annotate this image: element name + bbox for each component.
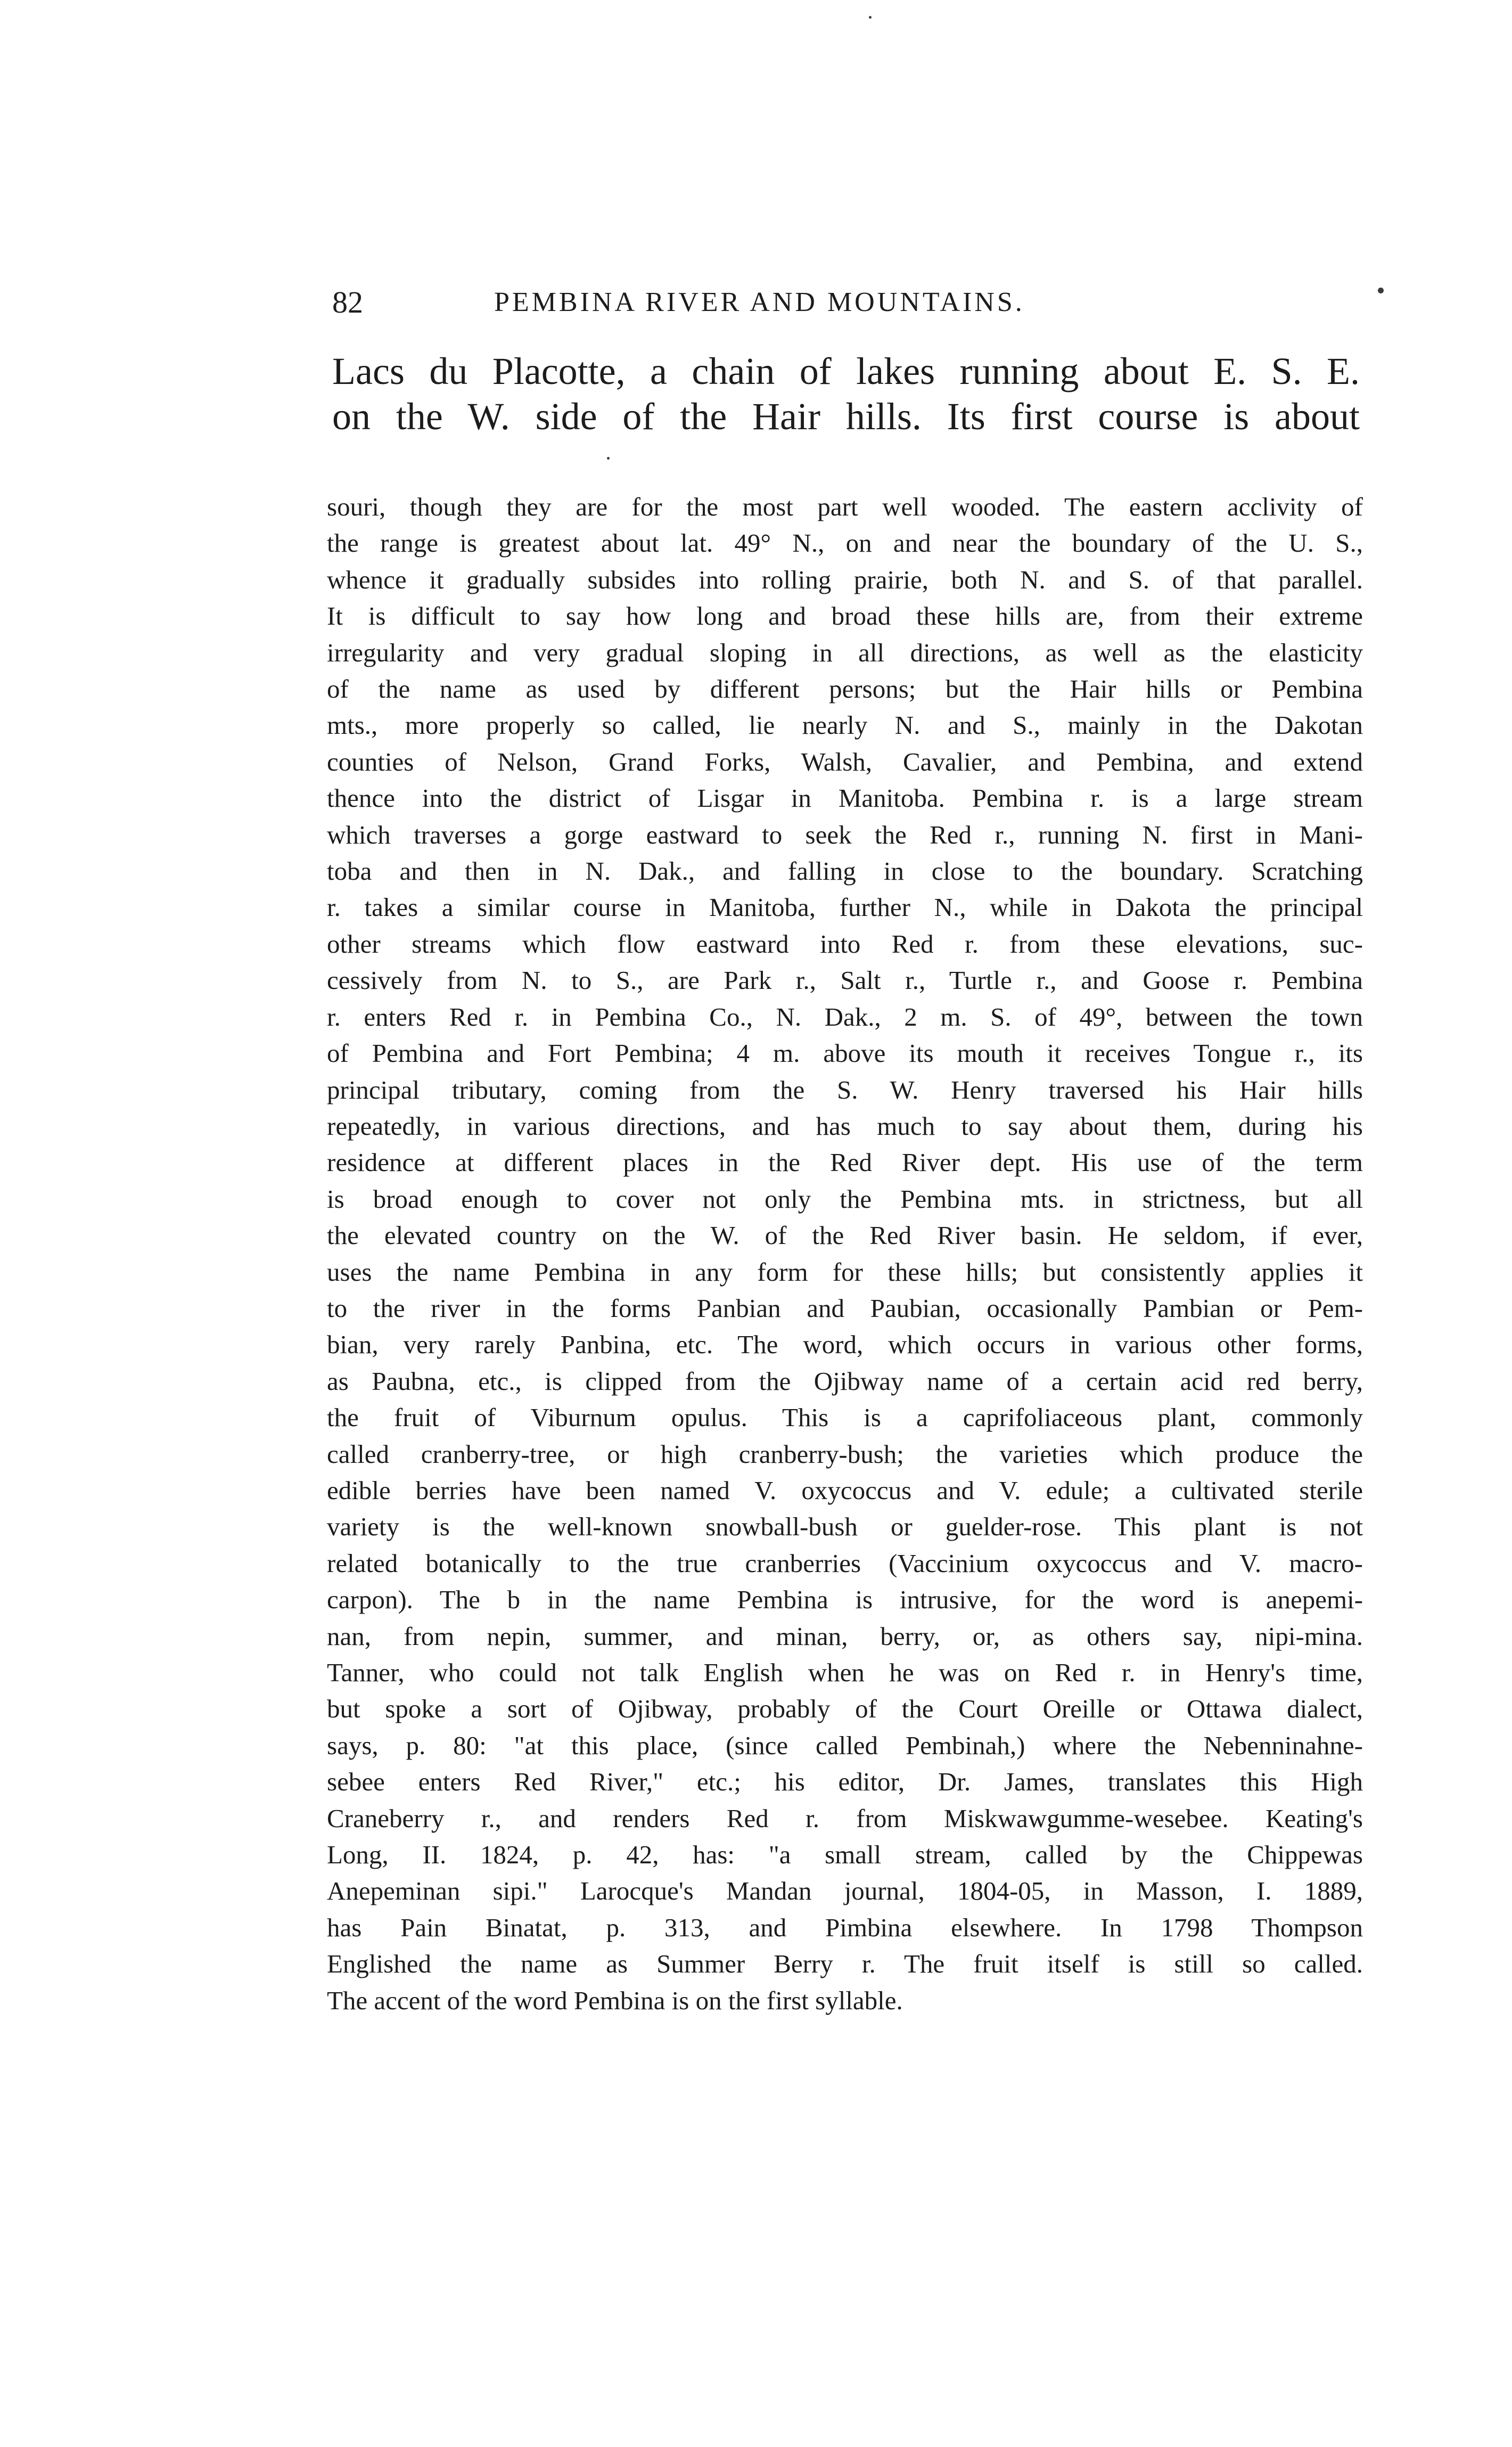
footnote-line: variety is the well-known snowball-bush or guelder-rose. This plant is not <box>327 1512 1363 1542</box>
running-head <box>332 281 1397 324</box>
footnote-line: r. takes a similar course in Manitoba, further N., while in Dakota the principal <box>327 893 1363 922</box>
footnote-line: Englished the name as Summer Berry r. The fruit itself is still so called. <box>327 1949 1363 1979</box>
footnote-line: irregularity and very gradual sloping in all directions, as well as the elasticity <box>327 637 1363 667</box>
footnote-line: The accent of the word Pembina is on the first syllable. <box>327 1985 903 2015</box>
print-speck <box>869 16 872 19</box>
running-head-title: PEMBINA RIVER AND MOUNTAINS. <box>494 287 1025 317</box>
footnote-line: of the name as used by different persons; but the Hair hills or Pembina <box>327 674 1363 704</box>
footnote-line: souri, though they are for the most part well wooded. The eastern acclivity of <box>327 492 1363 521</box>
footnote-line: other streams which flow eastward into Red r. from these elevations, suc- <box>327 929 1363 959</box>
footnote-line: edible berries have been named V. oxycoccus and V. edule; a cultivated sterile <box>327 1475 1363 1505</box>
main-text-line: Lacs du Placotte, a chain of lakes running about E. S. E. <box>332 350 1360 392</box>
footnote-line: the range is greatest about lat. 49° N., on and near the boundary of the U. S., <box>327 528 1363 558</box>
footnote-line: to the river in the forms Panbian and Paubian, occasionally Pambian or Pem- <box>327 1293 1363 1323</box>
footnote-line: the fruit of Viburnum opulus. This is a caprifoliaceous plant, commonly <box>327 1403 1363 1433</box>
footnote-line: of Pembina and Fort Pembina; 4 m. above its mouth it receives Tongue r., its <box>327 1038 1363 1068</box>
footnote-line: cessively from N. to S., are Park r., Salt r., Turtle r., and Goose r. Pembina <box>327 965 1363 995</box>
footnote-line: carpon). The b in the name Pembina is intrusive, for the word is anepemi- <box>327 1585 1363 1615</box>
page-number: 82 <box>332 285 363 320</box>
footnote <box>327 489 1363 2019</box>
footnote-line: r. enters Red r. in Pembina Co., N. Dak., 2 m. S. of 49°, between the town <box>327 1002 1363 1032</box>
footnote-line: but spoke a sort of Ojibway, probably of the Court Oreille or Ottawa dialect, <box>327 1694 1363 1724</box>
footnote-line: bian, very rarely Panbina, etc. The word, which occurs in various other forms, <box>327 1330 1363 1360</box>
main-text-line: on the W. side of the Hair hills. Its first course is about <box>332 395 1360 438</box>
footnote-line: which traverses a gorge eastward to seek the Red r., running N. first in Mani- <box>327 820 1363 849</box>
footnote-line: mts., more properly so called, lie nearly N. and S., mainly in the Dakotan <box>327 710 1363 740</box>
footnote-line: Long, II. 1824, p. 42, has: "a small stream, called by the Chippewas <box>327 1840 1363 1870</box>
footnote-line: as Paubna, etc., is clipped from the Ojibway name of a certain acid red berry, <box>327 1366 1363 1396</box>
footnote-line: called cranberry-tree, or high cranberry-bush; the varieties which produce the <box>327 1439 1363 1469</box>
footnote-line: Craneberry r., and renders Red r. from Miskwawgumme-wesebee. Keating's <box>327 1803 1363 1833</box>
footnote-line: uses the name Pembina in any form for these hills; but consistently applies it <box>327 1257 1363 1287</box>
footnote-line: the elevated country on the W. of the Red River basin. He seldom, if ever, <box>327 1221 1363 1250</box>
footnote-line: says, p. 80: "at this place, (since called Pembinah,) where the Nebenninahne- <box>327 1730 1363 1760</box>
footnote-line: thence into the district of Lisgar in Manitoba. Pembina r. is a large stream <box>327 783 1363 813</box>
print-speck <box>607 457 610 460</box>
footnote-line: Anepeminan sipi." Larocque's Mandan journal, 1804-05, in Masson, I. 1889, <box>327 1876 1363 1906</box>
footnote-line: nan, from nepin, summer, and minan, berry, or, as others say, nipi-mina. <box>327 1621 1363 1651</box>
footnote-line: principal tributary, coming from the S. W. Henry traversed his Hair hills <box>327 1075 1363 1104</box>
footnote-line: counties of Nelson, Grand Forks, Walsh, Cavalier, and Pembina, and extend <box>327 747 1363 776</box>
footnote-line: is broad enough to cover not only the Pembina mts. in strictness, but all <box>327 1184 1363 1214</box>
footnote-line: sebee enters Red River," etc.; his editor, Dr. James, translates this High <box>327 1767 1363 1797</box>
footnote-line: It is difficult to say how long and broad these hills are, from their extreme <box>327 601 1363 631</box>
footnote-line: toba and then in N. Dak., and falling in close to the boundary. Scratching <box>327 856 1363 886</box>
footnote-line: related botanically to the true cranberries (Vaccinium oxycoccus and V. macro- <box>327 1548 1363 1578</box>
footnote-line: residence at different places in the Red River dept. His use of the term <box>327 1148 1363 1177</box>
footnote-line: Tanner, who could not talk English when he was on Red r. in Henry's time, <box>327 1658 1363 1687</box>
footnote-line: has Pain Binatat, p. 313, and Pimbina elsewhere. In 1798 Thompson <box>327 1912 1363 1942</box>
print-speck <box>1378 288 1384 293</box>
footnote-line: repeatedly, in various directions, and has much to say about them, during his <box>327 1111 1363 1141</box>
footnote-line: whence it gradually subsides into rolling prairie, both N. and S. of that parallel. <box>327 564 1363 594</box>
main-text <box>332 349 1360 439</box>
